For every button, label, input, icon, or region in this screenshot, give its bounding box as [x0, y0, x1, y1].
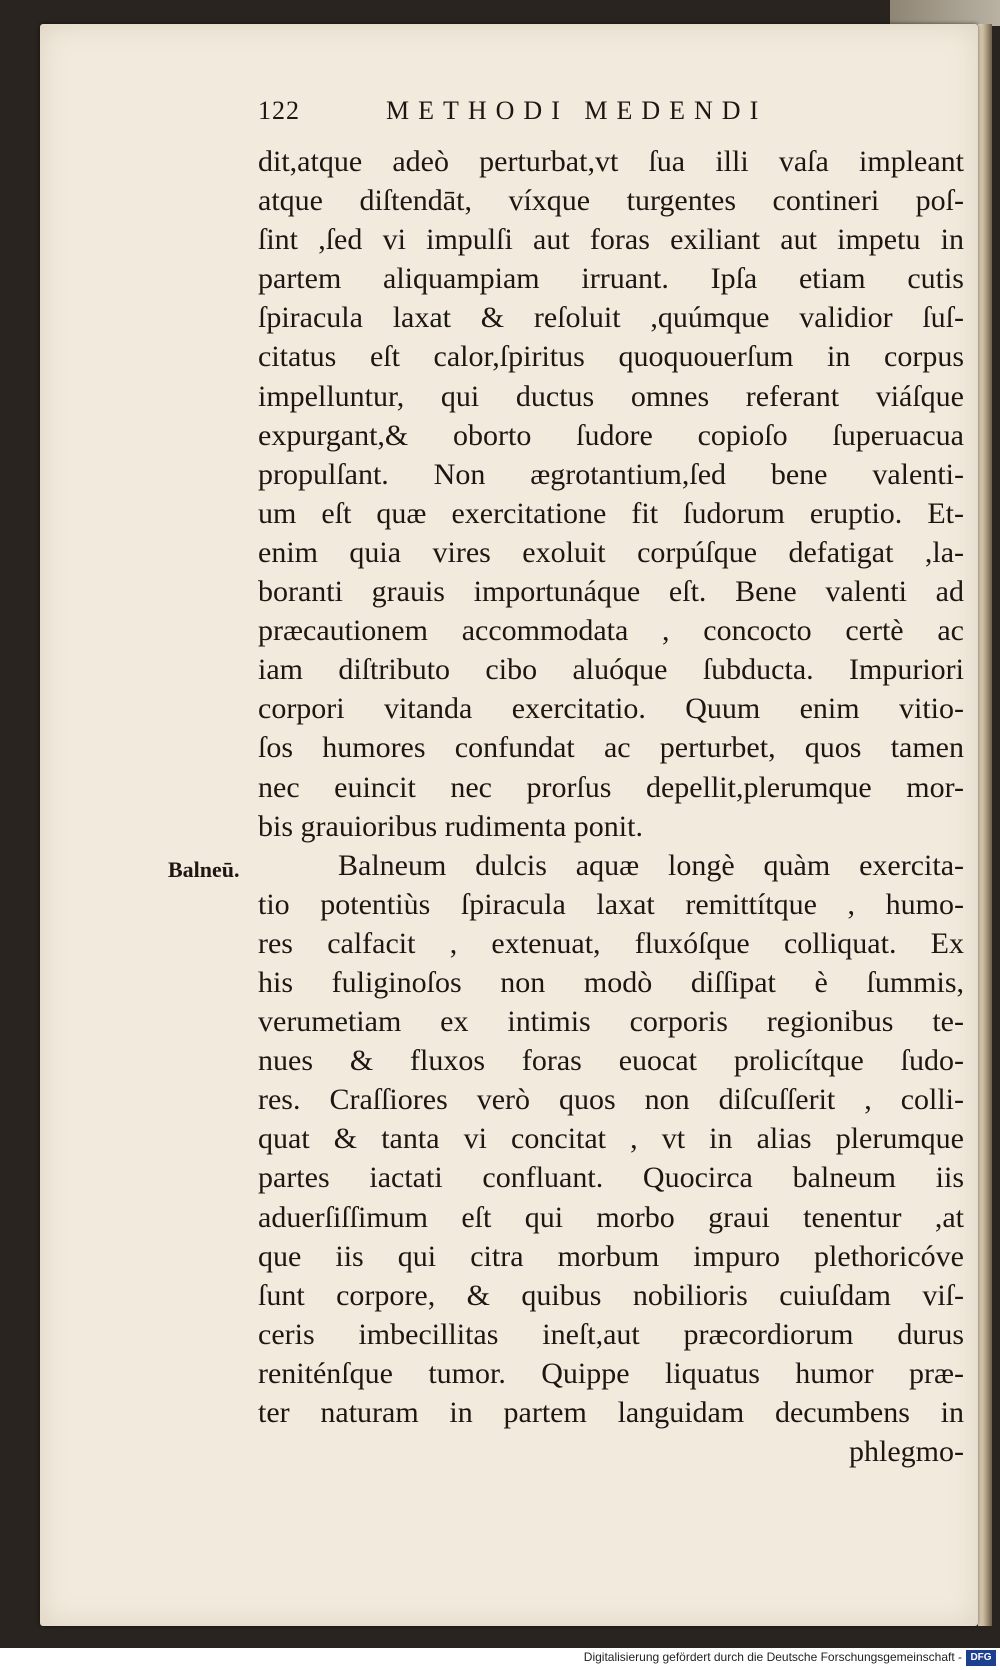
text-line: propulſant. Non ægrotantium,ſed bene valenti-: [258, 457, 964, 491]
running-head: [258, 96, 858, 136]
text-line: ſunt corpore, & quibus nobilioris cuiuſdam viſ-: [258, 1278, 964, 1312]
text-line: reniténſque tumor. Quippe liquatus humor præ-: [258, 1356, 964, 1390]
marginal-note: Balneū.: [168, 857, 240, 882]
text-line: citatus eſt calor,ſpiritus quoquouerſum in corpus: [258, 340, 964, 374]
text-line: dit,atque adeò perturbat,vt ſua illi vaſa impleant: [258, 145, 964, 178]
text-line: nec euincit nec prorſus depellit,plerumque mor-: [258, 770, 964, 804]
running-title: METHODI MEDENDI: [386, 96, 768, 125]
dfg-logo: DFG: [966, 1650, 996, 1666]
text-line: que iis qui citra morbum impuro plethoricóve: [258, 1239, 964, 1273]
text-line: res. Craſſiores verò quos non diſcuſſerit , colli-: [258, 1083, 964, 1117]
text-line: quat & tanta vi concitat , vt in alias plerumque: [258, 1122, 964, 1156]
text-line: um eſt quæ exercitatione fit ſudorum eruptio. Et-: [258, 496, 964, 530]
text-line: Balneum dulcis aquæ longè quàm exercita-: [338, 848, 964, 882]
text-line: tio potentiùs ſpiracula laxat remittítque , humo-: [258, 887, 964, 921]
text-line: ter naturam in partem languidam decumbens in: [258, 1396, 964, 1429]
text-line: nues & fluxos foras euocat prolicítque ſudo-: [258, 1044, 964, 1078]
text-line: bis grauioribus rudimenta ponit.: [258, 809, 643, 843]
text-line: ſint ,ſed vi impulſi aut foras exiliant aut impetu in: [258, 223, 964, 257]
text-line: iam diſtributo cibo aluóque ſubducta. Impuriori: [258, 653, 964, 687]
funding-credit: Digitalisierung gefördert durch die Deutsche Forschungsgemeinschaft -: [583, 1650, 962, 1664]
text-line: ſpiracula laxat & reſoluit ,quúmque validior ſuſ-: [258, 301, 964, 335]
text-line: expurgant,& oborto ſudore copioſo ſuperuacua: [258, 418, 964, 452]
text-line: corpori vitanda exercitatio. Quum enim vitio-: [258, 692, 964, 726]
book-cover-corner: [890, 0, 1000, 26]
text-line: ſos humores confundat ac perturbet, quos tamen: [258, 731, 964, 765]
text-line: boranti grauis importunáque eſt. Bene valenti ad: [258, 575, 964, 609]
text-line: impelluntur, qui ductus omnes referant viáſque: [258, 379, 964, 413]
page-number: 122: [258, 96, 300, 125]
text-line: verumetiam ex intimis corporis regionibus te-: [258, 1005, 964, 1039]
text-line: partes iactati confluant. Quocirca balneum iis: [258, 1161, 964, 1195]
footer: [0, 1648, 1000, 1670]
text-line: ceris imbecillitas ineſt,aut præcordiorum durus: [258, 1317, 964, 1351]
text-line: res calfacit , extenuat, fluxóſque colliquat. Ex: [258, 926, 964, 960]
text-line: his fuliginoſos non modò diſſipat è ſummis,: [258, 965, 964, 999]
text-line: phlegmo-: [849, 1435, 964, 1469]
body-text: [258, 142, 964, 1471]
text-line: aduerſiſſimum eſt qui morbo graui tenentur ,at: [258, 1200, 964, 1234]
text-line: præcautionem accommodata , concocto certè ac: [258, 614, 964, 648]
text-line: enim quia vires exoluit corpúſque defatigat ,la-: [258, 535, 964, 569]
page-edge: [978, 24, 992, 1626]
text-line: atque diſtendāt, víxque turgentes contineri poſ-: [258, 184, 964, 218]
text-line: partem aliquampiam irruant. Ipſa etiam cutis: [258, 262, 964, 296]
